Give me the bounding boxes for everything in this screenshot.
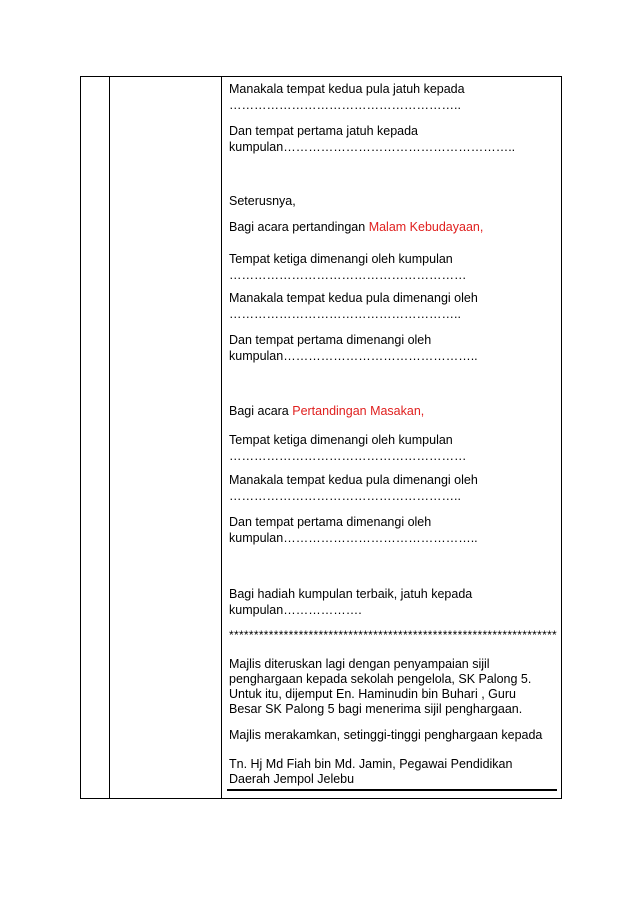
signature-underline [227, 789, 557, 791]
text-line: Untuk itu, dijemput En. Haminudin bin Buhari , Guru [229, 687, 516, 701]
event-name-highlight: Malam Kebudayaan, [368, 220, 484, 234]
dotted-blank: ……………………………………………….. [229, 307, 461, 321]
heading-line [229, 404, 424, 419]
text-line: Manakala tempat kedua pula jatuh kepada [229, 82, 465, 96]
heading-prefix: Bagi acara pertandingan [229, 220, 369, 234]
text-line: Dan tempat pertama jatuh kepada [229, 124, 419, 138]
column-divider-1 [109, 77, 110, 798]
text-line: Manakala tempat kedua pula dimenangi oleh [229, 291, 478, 305]
heading-line [229, 220, 483, 235]
text-line: Daerah Jempol Jelebu [229, 772, 355, 786]
dotted-blank: ……………………………………………….. [229, 98, 461, 112]
dotted-blank: ……………………………………………….. [229, 489, 461, 503]
text-line: Besar SK Palong 5 bagi menerima sijil penghargaan. [229, 702, 523, 716]
dotted-blank: ………………………………………………… [229, 449, 467, 463]
heading-prefix: Bagi acara [229, 404, 293, 418]
text-line: kumpulan……………………………………….. [229, 531, 478, 545]
column-divider-2 [221, 77, 222, 798]
text-line: kumpulan………………. [229, 603, 362, 617]
text-line: Dan tempat pertama dimenangi oleh [229, 515, 432, 529]
document-table [80, 76, 562, 799]
dotted-blank: ………………………………………………… [229, 268, 467, 282]
text-line: kumpulan……………………………………….. [229, 349, 478, 363]
text-line: penghargaan kepada sekolah pengelola, SK Palong 5. [229, 672, 532, 686]
text-line: Seterusnya, [229, 194, 296, 208]
text-line: Dan tempat pertama dimenangi oleh [229, 333, 432, 347]
text-line: Tn. Hj Md Fiah bin Md. Jamin, Pegawai Pendidikan [229, 757, 513, 771]
asterisk-separator: ****************************************************************** [229, 628, 558, 642]
text-line: Manakala tempat kedua pula dimenangi oleh [229, 473, 478, 487]
text-line: kumpulan……………………………………………….. [229, 140, 516, 154]
text-line: Bagi hadiah kumpulan terbaik, jatuh kepada [229, 587, 473, 601]
text-line: Tempat ketiga dimenangi oleh kumpulan [229, 433, 453, 447]
text-line: Majlis merakamkan, setinggi-tinggi penghargaan kepada [229, 728, 543, 742]
text-line: Majlis diteruskan lagi dengan penyampaian sijil [229, 657, 490, 671]
text-line: Tempat ketiga dimenangi oleh kumpulan [229, 252, 453, 266]
event-name-highlight: Pertandingan Masakan, [292, 404, 425, 418]
